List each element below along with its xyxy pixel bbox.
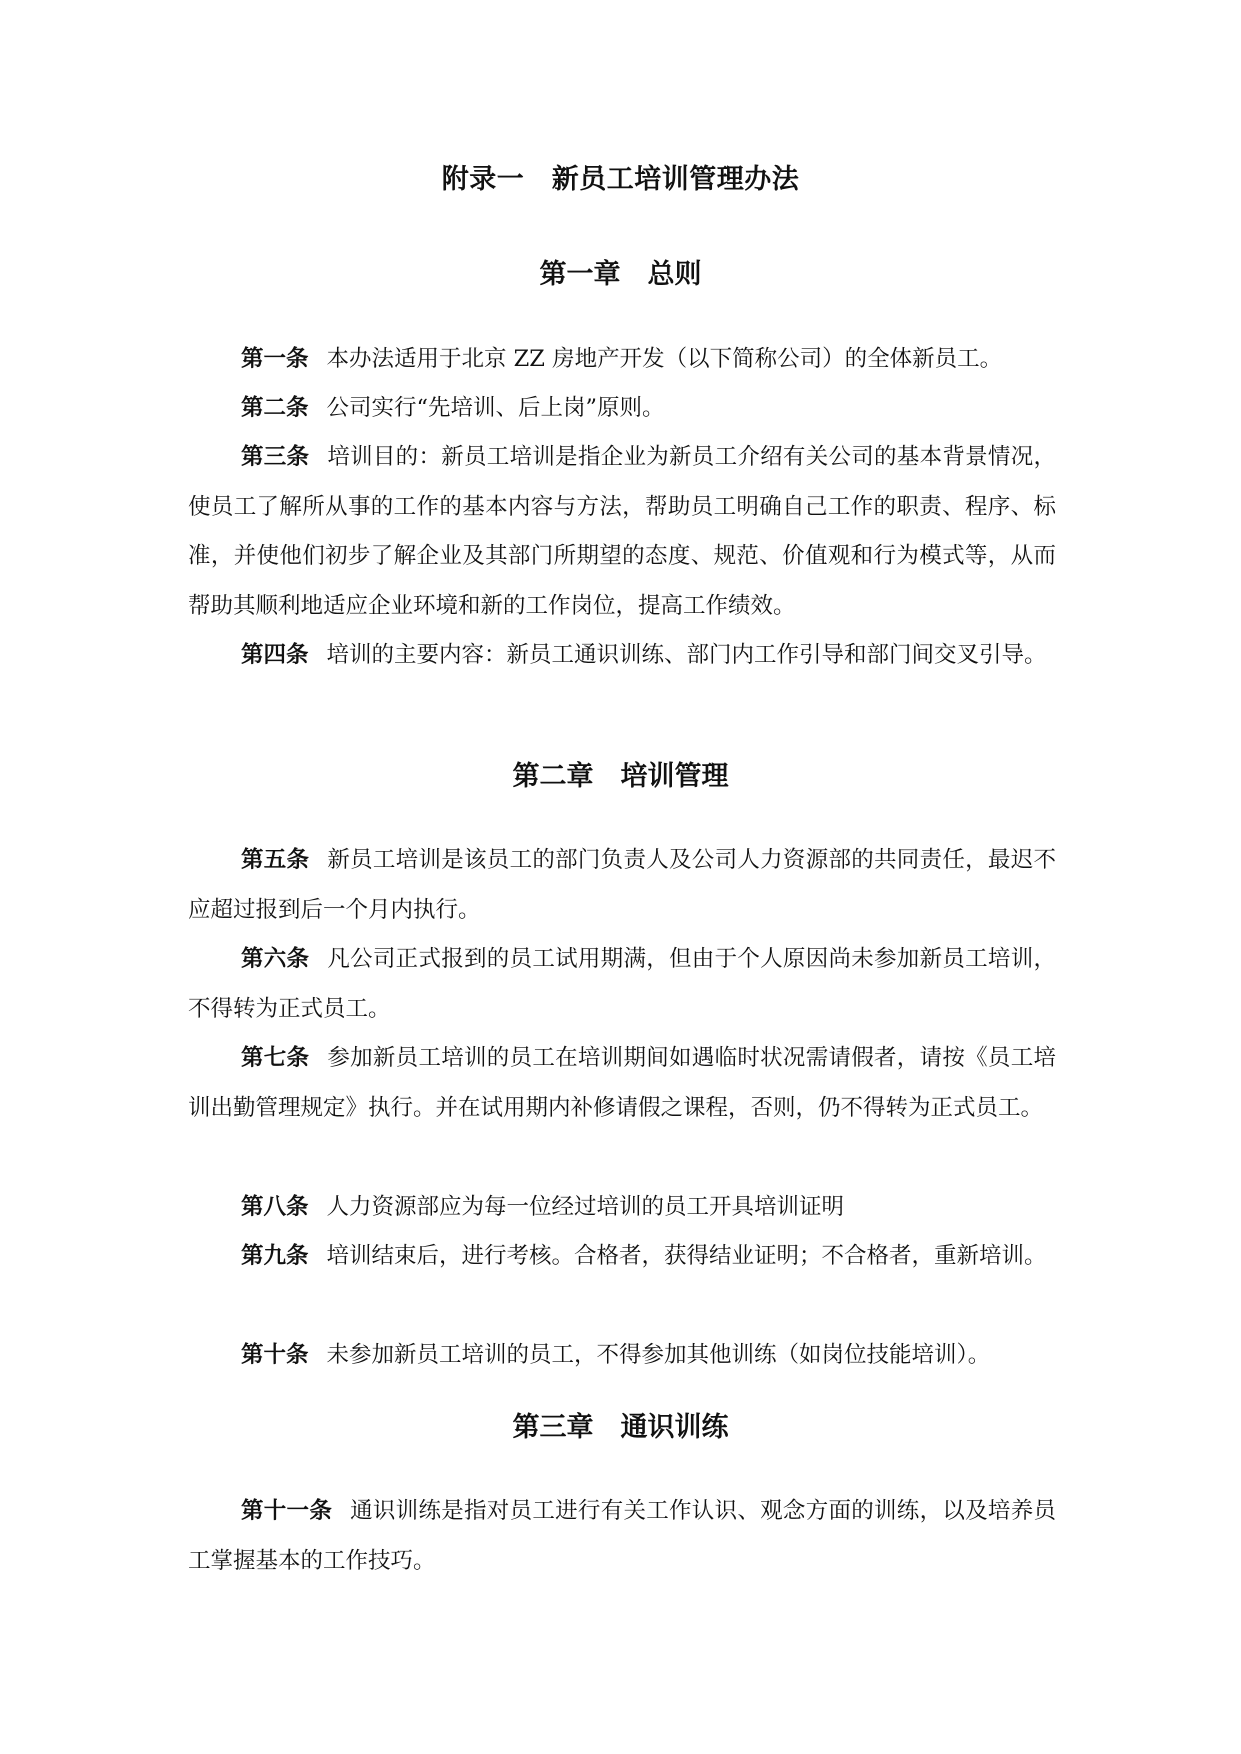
article-label: 第十一条 <box>241 1498 333 1524</box>
article <box>188 433 1056 631</box>
article-text: 人力资源部应为每一位经过培训的员工开具培训证明 <box>326 1194 845 1220</box>
article-text: 新员工培训是该员工的部门负责人及公司人力资源部的共同责任，最迟不应超过报到后一个月内执行。 <box>188 847 1056 923</box>
article <box>188 935 1056 1034</box>
article <box>188 836 1056 935</box>
article <box>188 1232 1056 1282</box>
article-label: 第九条 <box>241 1243 309 1269</box>
article-text: 本办法适用于北京 ZZ 房地产开发（以下简称公司）的全体新员工。 <box>326 346 1003 372</box>
article-label: 第十条 <box>241 1342 309 1368</box>
article <box>188 1034 1056 1133</box>
article-label: 第一条 <box>241 346 309 372</box>
article-label: 第五条 <box>241 847 310 873</box>
document-title: 附录一 新员工培训管理办法 <box>441 164 800 195</box>
article <box>188 1487 1056 1586</box>
article <box>188 1331 1056 1381</box>
article-text: 培训目的：新员工培训是指企业为新员工介绍有关公司的基本背景情况，使员工了解所从事的工作的基本内容与方法，帮助员工明确自己工作的职责、程序、标准，并使他们初步了解企业及其部门所期望的态度、规范、价值观和行为模式等，从而帮助其顺利地适应企业环境和新的工作岗位，提高工作绩效。 <box>188 444 1056 619</box>
article-text: 培训结束后，进行考核。合格者，获得结业证明；不合格者，重新培训。 <box>326 1243 1047 1269</box>
article-text: 通识训练是指对员工进行有关工作认识、观念方面的训练，以及培养员工掌握基本的工作技巧。 <box>188 1498 1056 1574</box>
article-label: 第三条 <box>241 444 310 470</box>
article <box>188 1183 1056 1233</box>
article-text: 凡公司正式报到的员工试用期满，但由于个人原因尚未参加新员工培训，不得转为正式员工。 <box>188 946 1056 1022</box>
article-text: 未参加新员工培训的员工，不得参加其他训练（如岗位技能培训）。 <box>326 1342 991 1368</box>
article-label: 第二条 <box>241 395 309 421</box>
article-label: 第七条 <box>241 1045 310 1071</box>
article-label: 第四条 <box>241 642 309 668</box>
article <box>188 384 1056 434</box>
article-label: 第六条 <box>241 946 310 972</box>
article-text: 公司实行“先培训、后上岗”原则。 <box>326 395 665 421</box>
article <box>188 631 1056 681</box>
article-text: 参加新员工培训的员工在培训期间如遇临时状况需请假者，请按《员工培训出勤管理规定》执行。并在试用期内补修请假之课程，否则，仍不得转为正式员工。 <box>188 1045 1056 1121</box>
article-text: 培训的主要内容：新员工通识训练、部门内工作引导和部门间交叉引导。 <box>326 642 1047 668</box>
article-label: 第八条 <box>241 1194 309 1220</box>
chapter-heading: 第二章 培训管理 <box>512 761 729 792</box>
chapter-heading: 第三章 通识训练 <box>512 1412 729 1443</box>
chapter-heading: 第一章 总则 <box>539 259 702 290</box>
article <box>188 335 1056 385</box>
